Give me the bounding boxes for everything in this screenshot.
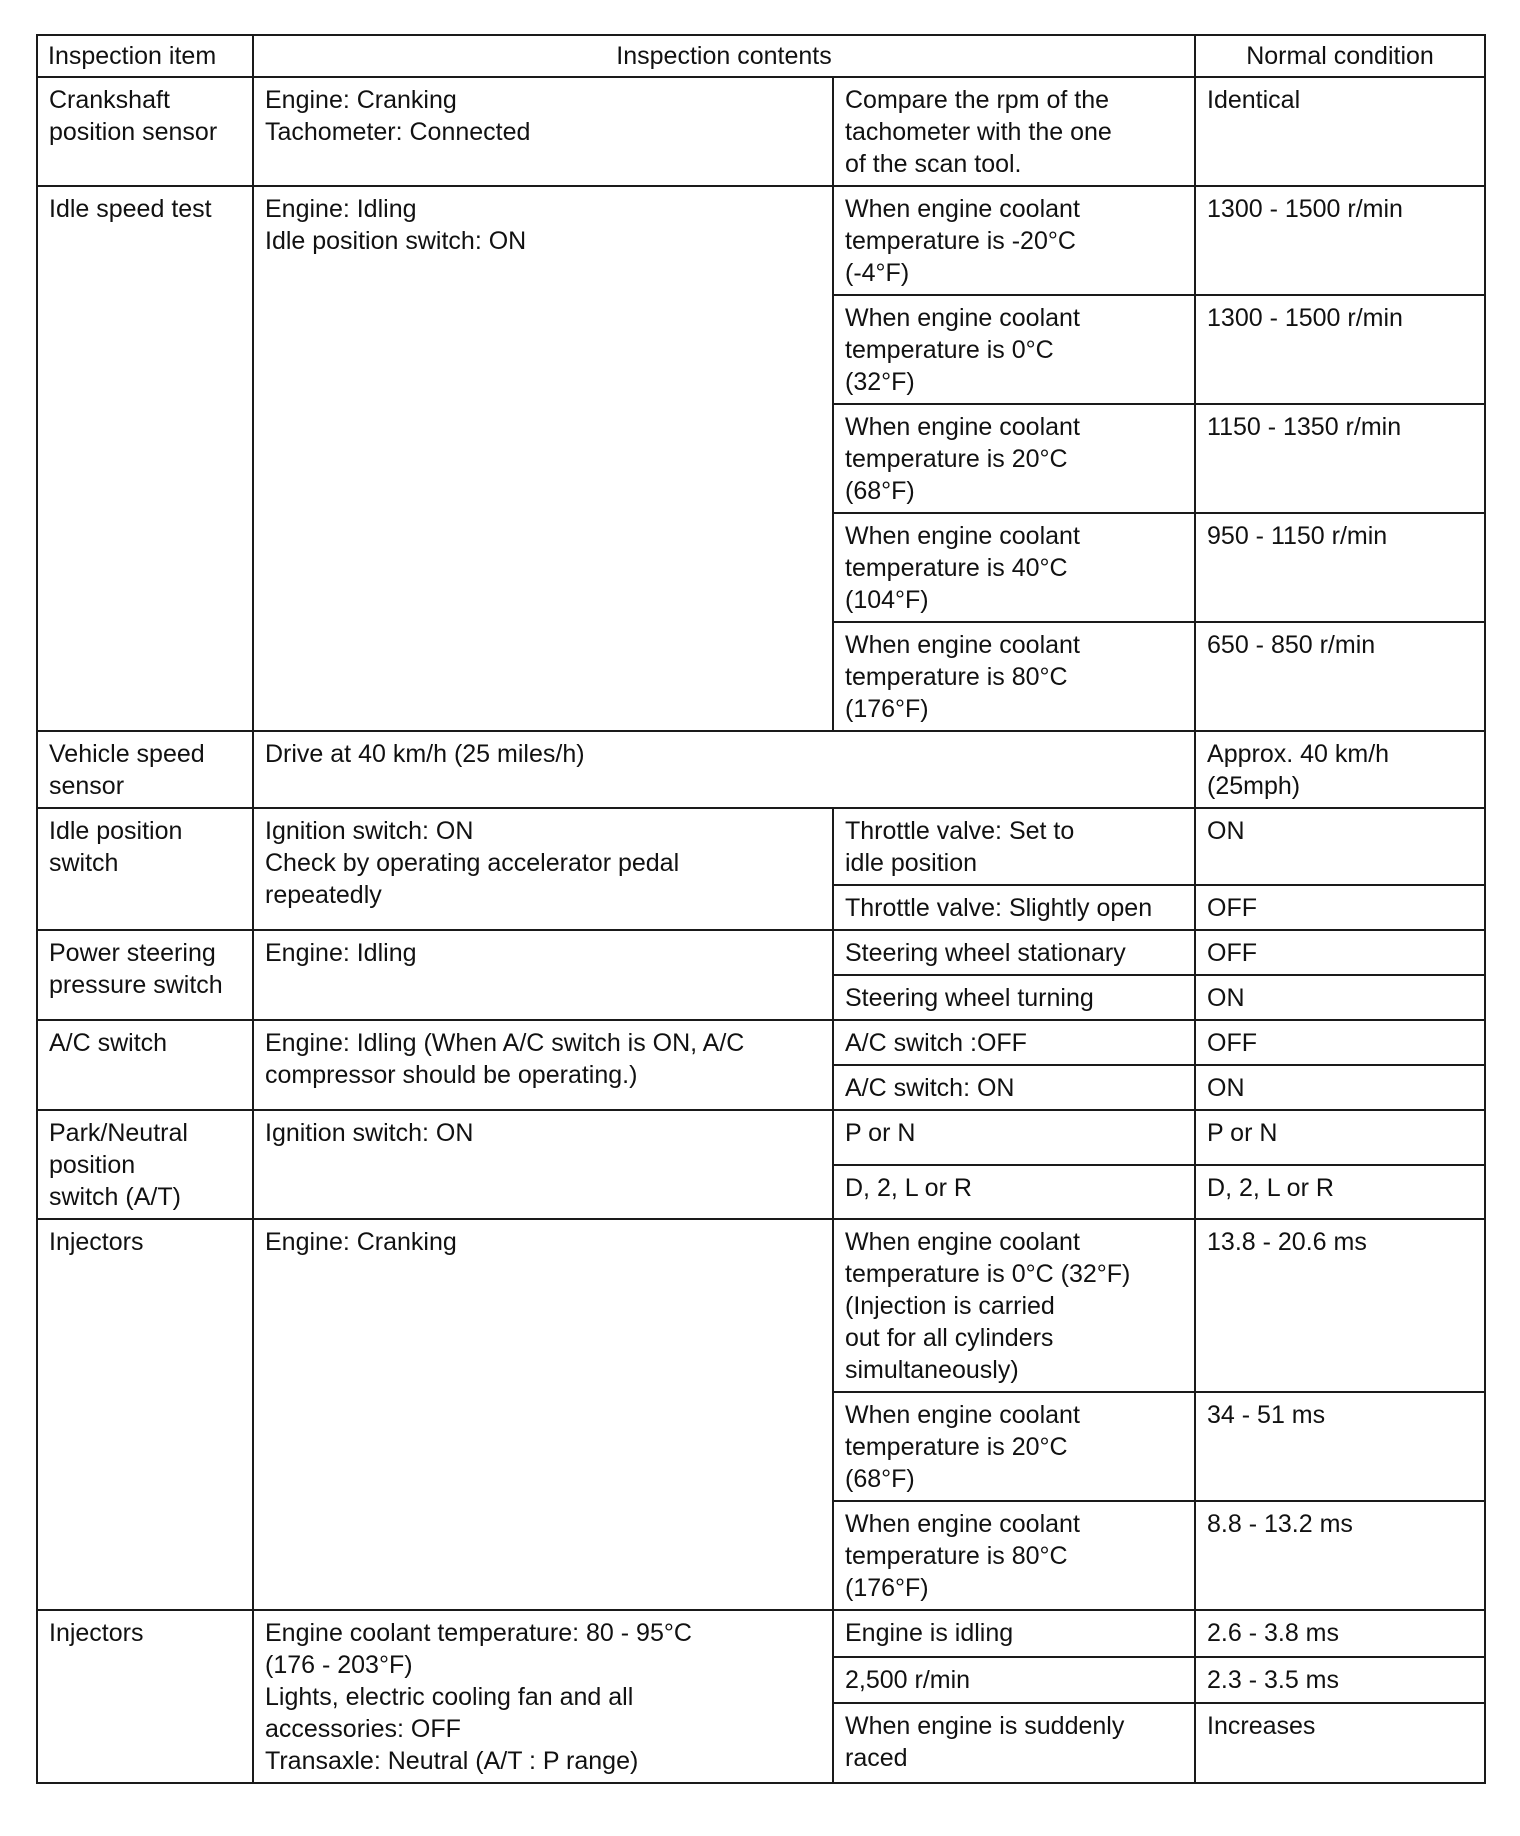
condition-cell: Steering wheel turning bbox=[833, 975, 1195, 1020]
inspection-contents-cell: Engine: Cranking bbox=[253, 1219, 833, 1610]
condition-cell: When engine coolant temperature is 20°C (68°F) bbox=[833, 1392, 1195, 1501]
normal-condition-cell: Identical bbox=[1195, 77, 1485, 186]
inspection-contents-cell: Engine: Idling Idle position switch: ON bbox=[253, 186, 833, 731]
table-row bbox=[37, 731, 1485, 808]
condition-cell: When engine coolant temperature is 80°C (176°F) bbox=[833, 622, 1195, 731]
inspection-item-cell: A/C switch bbox=[37, 1020, 253, 1110]
header-normal-condition: Normal condition bbox=[1195, 35, 1485, 77]
condition-cell: Throttle valve: Set to idle position bbox=[833, 808, 1195, 885]
normal-condition-cell: 34 - 51 ms bbox=[1195, 1392, 1485, 1501]
condition-cell: When engine coolant temperature is 0°C (32°F) (Injection is carried out for all cylinders simultaneously) bbox=[833, 1219, 1195, 1392]
inspection-item-cell: Injectors bbox=[37, 1219, 253, 1610]
inspection-contents-cell: Engine: Idling bbox=[253, 930, 833, 1020]
table-body bbox=[37, 77, 1485, 1783]
inspection-contents-cell: Engine: Cranking Tachometer: Connected bbox=[253, 77, 833, 186]
header-inspection-contents: Inspection contents bbox=[253, 35, 1195, 77]
inspection-item-cell: Park/Neutral position switch (A/T) bbox=[37, 1110, 253, 1219]
header-inspection-item: Inspection item bbox=[37, 35, 253, 77]
normal-condition-cell: 13.8 - 20.6 ms bbox=[1195, 1219, 1485, 1392]
condition-cell: When engine coolant temperature is 20°C (68°F) bbox=[833, 404, 1195, 513]
normal-condition-cell: OFF bbox=[1195, 885, 1485, 930]
condition-cell: Compare the rpm of the tachometer with the one of the scan tool. bbox=[833, 77, 1195, 186]
normal-condition-cell: ON bbox=[1195, 975, 1485, 1020]
inspection-table bbox=[36, 34, 1486, 1784]
condition-cell: When engine coolant temperature is 0°C (32°F) bbox=[833, 295, 1195, 404]
inspection-item-cell: Idle speed test bbox=[37, 186, 253, 731]
condition-cell: When engine coolant temperature is 40°C (104°F) bbox=[833, 513, 1195, 622]
inspection-item-cell: Vehicle speed sensor bbox=[37, 731, 253, 808]
condition-cell: When engine coolant temperature is 80°C (176°F) bbox=[833, 1501, 1195, 1610]
table-row bbox=[37, 1110, 1485, 1165]
normal-condition-cell: Increases bbox=[1195, 1703, 1485, 1783]
normal-condition-cell: 2.6 - 3.8 ms bbox=[1195, 1610, 1485, 1657]
inspection-item-cell: Crankshaft position sensor bbox=[37, 77, 253, 186]
table-row bbox=[37, 1219, 1485, 1392]
table-row bbox=[37, 808, 1485, 885]
normal-condition-cell: D, 2, L or R bbox=[1195, 1165, 1485, 1220]
condition-cell: P or N bbox=[833, 1110, 1195, 1165]
condition-cell: A/C switch :OFF bbox=[833, 1020, 1195, 1065]
normal-condition-cell: OFF bbox=[1195, 930, 1485, 975]
inspection-item-cell: Power steering pressure switch bbox=[37, 930, 253, 1020]
normal-condition-cell: 8.8 - 13.2 ms bbox=[1195, 1501, 1485, 1610]
condition-cell: Throttle valve: Slightly open bbox=[833, 885, 1195, 930]
normal-condition-cell: 1300 - 1500 r/min bbox=[1195, 295, 1485, 404]
inspection-contents-cell: Ignition switch: ON bbox=[253, 1110, 833, 1219]
table-row bbox=[37, 1610, 1485, 1657]
normal-condition-cell: ON bbox=[1195, 1065, 1485, 1110]
condition-cell: A/C switch: ON bbox=[833, 1065, 1195, 1110]
condition-cell: When engine coolant temperature is -20°C (-4°F) bbox=[833, 186, 1195, 295]
normal-condition-cell: 950 - 1150 r/min bbox=[1195, 513, 1485, 622]
header-row bbox=[37, 35, 1485, 77]
inspection-item-cell: Injectors bbox=[37, 1610, 253, 1783]
normal-condition-cell: 650 - 850 r/min bbox=[1195, 622, 1485, 731]
inspection-contents-cell: Engine: Idling (When A/C switch is ON, A/C compressor should be operating.) bbox=[253, 1020, 833, 1110]
table-row bbox=[37, 186, 1485, 295]
condition-cell: Engine is idling bbox=[833, 1610, 1195, 1657]
normal-condition-cell: ON bbox=[1195, 808, 1485, 885]
inspection-item-cell: Idle position switch bbox=[37, 808, 253, 930]
normal-condition-cell: P or N bbox=[1195, 1110, 1485, 1165]
table-row bbox=[37, 77, 1485, 186]
normal-condition-cell: OFF bbox=[1195, 1020, 1485, 1065]
inspection-contents-cell: Engine coolant temperature: 80 - 95°C (176 - 203°F) Lights, electric cooling fan and all accessories: OFF Transaxle: Neutral (A/T : P range) bbox=[253, 1610, 833, 1783]
table-row bbox=[37, 1020, 1485, 1065]
inspection-contents-cell: Ignition switch: ON Check by operating accelerator pedal repeatedly bbox=[253, 808, 833, 930]
condition-cell: D, 2, L or R bbox=[833, 1165, 1195, 1220]
condition-cell: 2,500 r/min bbox=[833, 1657, 1195, 1704]
normal-condition-cell: 2.3 - 3.5 ms bbox=[1195, 1657, 1485, 1704]
condition-cell: When engine is suddenly raced bbox=[833, 1703, 1195, 1783]
condition-cell: Steering wheel stationary bbox=[833, 930, 1195, 975]
normal-condition-cell: 1150 - 1350 r/min bbox=[1195, 404, 1485, 513]
normal-condition-cell: 1300 - 1500 r/min bbox=[1195, 186, 1485, 295]
normal-condition-cell: Approx. 40 km/h (25mph) bbox=[1195, 731, 1485, 808]
table-row bbox=[37, 930, 1485, 975]
inspection-contents-cell: Drive at 40 km/h (25 miles/h) bbox=[253, 731, 1195, 808]
